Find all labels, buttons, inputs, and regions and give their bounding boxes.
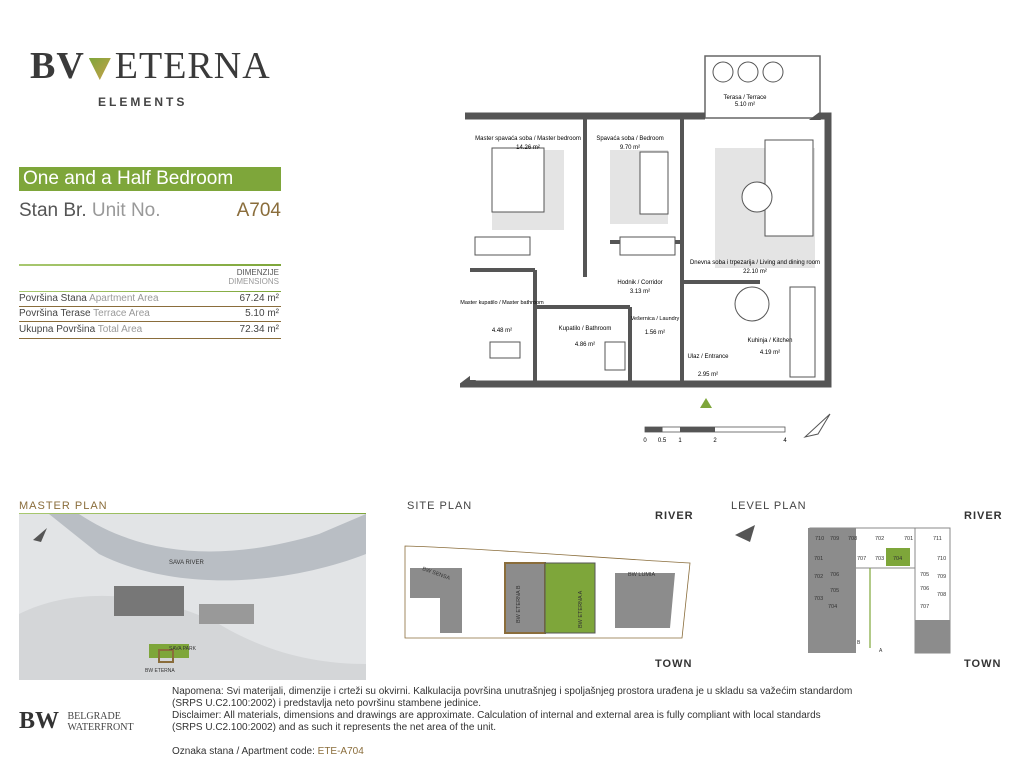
- scale-tick: 2: [713, 438, 717, 444]
- dimensions-header-en: DIMENSIONS: [228, 277, 279, 286]
- unit-number: 708: [848, 536, 858, 542]
- note-line: Disclaimer: All materials, dimensions and drawings are approximate. Calculation of internal and external area is fully compliant with local standards: [172, 710, 821, 721]
- row-value: 5.10 m²: [245, 308, 279, 319]
- row-rule: [19, 306, 281, 307]
- unit-number: 703: [875, 556, 885, 562]
- building-label: BW LUMIA: [628, 572, 656, 578]
- row-label-local: Ukupna Površina: [19, 324, 96, 335]
- room-label-kitchen: Kuhinja / Kitchen: [747, 338, 793, 344]
- room-area-master-bath: 4.48 m²: [491, 328, 513, 334]
- site-town-label: TOWN: [655, 658, 693, 670]
- unit-label-en: Unit No.: [91, 200, 161, 221]
- park-label: SAVA PARK: [169, 646, 196, 652]
- bed-icon: [640, 152, 668, 214]
- room-label-master-bath: Master kupatilo / Master bathroom: [460, 300, 544, 306]
- room-area-living: 22.10 m²: [743, 269, 767, 275]
- marker-b: B: [857, 640, 861, 646]
- building-block: [199, 604, 254, 624]
- master-plan-map: [19, 514, 366, 680]
- divider: [19, 291, 281, 292]
- leaf-icon: [89, 58, 111, 80]
- belgrade-waterfront-logo: [19, 708, 134, 735]
- unit-number: 707: [857, 556, 867, 562]
- kitchen-counter-icon: [790, 287, 815, 377]
- north-arrow-icon: [805, 414, 830, 437]
- unit-number: 709: [830, 536, 840, 542]
- row-value: 72.34 m²: [239, 324, 279, 335]
- unit-number: 706: [830, 572, 840, 578]
- unit-number: 701: [814, 556, 824, 562]
- row-value: 67.24 m²: [239, 293, 279, 304]
- room-label-bathroom: Kupatilo / Bathroom: [558, 326, 612, 332]
- unit-label-local: Stan Br.: [19, 200, 87, 221]
- master-bed-icon: [492, 148, 544, 212]
- row-rule: [19, 321, 281, 322]
- level-river-label: RIVER: [964, 510, 1003, 522]
- entrance-arrow-icon: [700, 398, 712, 408]
- level-plan-map: [730, 520, 1000, 655]
- room-area-bedroom: 9.70 m²: [619, 145, 641, 151]
- unit-number: 711: [933, 536, 942, 542]
- room-label-living: Dnevna soba i trpezarija / Living and dining room: [689, 260, 821, 266]
- level-plan-title: LEVEL PLAN: [731, 500, 807, 512]
- row-label-en: Terrace Area: [93, 308, 150, 319]
- dimensions-header-local: DIMENZIJE: [236, 268, 279, 277]
- site-river-label: RIVER: [655, 510, 694, 522]
- dining-table-icon: [735, 287, 769, 321]
- unit-number: 710: [937, 556, 947, 562]
- brand-line-2: WATERFRONT: [67, 721, 134, 733]
- master-plan-title: MASTER PLAN: [19, 500, 108, 512]
- dimension-row-terrace: [19, 308, 281, 319]
- room-area-kitchen: 4.19 m²: [759, 350, 781, 356]
- building-label: BW ETERNA B: [516, 585, 522, 623]
- note-line: Napomena: Svi materijali, dimenzije i crteži su okvirni. Kalkulacija površina unutrašnjeg i spoljašnjeg prostora urađena je u skladu sa važećim standardom: [172, 686, 853, 697]
- code-value: ETE-A704: [317, 746, 364, 757]
- row-label-en: Total Area: [97, 324, 143, 335]
- apartment-code: [172, 746, 364, 758]
- unit-number: 704: [893, 556, 903, 562]
- sofa-icon: [765, 140, 813, 236]
- unit-number: 702: [875, 536, 885, 542]
- scale-tick: 1: [678, 438, 682, 444]
- code-label: Oznaka stana / Apartment code:: [172, 746, 315, 757]
- unit-number-line: [19, 200, 281, 222]
- building-label: BW SENSA: [421, 566, 451, 582]
- brand-line-1: BELGRADE: [67, 710, 121, 722]
- room-label-bedroom: Spavaća soba / Bedroom: [596, 136, 664, 142]
- building-block: [114, 586, 184, 616]
- scale-tick: 4: [783, 438, 787, 444]
- room-label-corridor: Hodnik / Corridor: [617, 280, 663, 286]
- floor-plan: [460, 52, 840, 452]
- dimension-row-total: [19, 324, 281, 335]
- scale-tick: 0: [643, 438, 647, 444]
- building-bw-sensa: [410, 568, 462, 633]
- unit-number: 710: [815, 536, 825, 542]
- coffee-table-icon: [742, 182, 772, 212]
- unit-number: 706: [920, 586, 930, 592]
- room-area-entrance: 2.95 m²: [697, 372, 719, 378]
- row-label-en: Apartment Area: [89, 293, 159, 304]
- unit-number: 707: [920, 604, 930, 610]
- row-label-local: Površina Terase: [19, 308, 91, 319]
- building-eterna-a: [545, 563, 595, 633]
- wardrobe-icon: [620, 237, 675, 255]
- wardrobe-icon: [475, 237, 530, 255]
- unit-number: 709: [937, 574, 947, 580]
- building-label: BW ETERNA A: [578, 590, 584, 628]
- room-label-laundry: Vešernica / Laundry: [630, 316, 680, 322]
- dimension-row-apartment: [19, 293, 281, 304]
- row-label-local: Površina Stana: [19, 293, 87, 304]
- logo-subtitle: ELEMENTS: [98, 95, 188, 109]
- building-eterna-b: [505, 563, 545, 633]
- level-town-label: TOWN: [964, 658, 1002, 670]
- room-area-laundry: 1.56 m²: [644, 330, 666, 336]
- scale-bar: [643, 427, 787, 444]
- unit-number: 704: [828, 604, 838, 610]
- room-label-master-bedroom: Master spavaća soba / Master bedroom: [475, 136, 581, 142]
- eterna-label: BW ETERNA: [145, 668, 175, 674]
- bw-mark-icon: BW: [19, 708, 60, 734]
- unit-number: 705: [920, 572, 930, 578]
- eterna-logo: BV ETERNA: [30, 45, 271, 87]
- room-area-bathroom: 4.86 m²: [574, 342, 596, 348]
- bathtub-icon: [490, 342, 520, 358]
- level-slab-right-core: [915, 620, 950, 653]
- site-plan-map: [400, 528, 700, 648]
- room-area-master-bedroom: 14.26 m²: [516, 145, 540, 151]
- room-label-terrace: Terasa / Terrace: [723, 95, 767, 101]
- disclaimer: [172, 686, 1012, 734]
- room-label-entrance: Ulaz / Entrance: [687, 354, 729, 360]
- note-line: (SRPS U.C2.100:2002) i predstavlja neto površinu stambene jedinice.: [172, 698, 482, 709]
- scale-tick: 0.5: [657, 438, 667, 444]
- room-area-terrace: 5.10 m²: [734, 102, 756, 108]
- terrace-outline: [705, 56, 820, 118]
- unit-number: 703: [814, 596, 824, 602]
- river-label: SAVA RIVER: [169, 560, 204, 566]
- marker-a: A: [879, 648, 883, 654]
- unit-type-banner: One and a Half Bedroom: [19, 167, 281, 191]
- unit-number: A704: [236, 200, 281, 221]
- room-area-corridor: 3.13 m²: [629, 289, 651, 295]
- unit-number: 702: [814, 574, 824, 580]
- row-rule: [19, 338, 281, 339]
- site-plan-title: SITE PLAN: [407, 500, 473, 512]
- dimensions-header: [228, 268, 279, 286]
- unit-number: 708: [937, 592, 947, 598]
- north-arrow-icon: [735, 525, 755, 542]
- divider: [19, 264, 281, 266]
- unit-number: 705: [830, 588, 840, 594]
- unit-number: 701: [904, 536, 914, 542]
- note-line: (SRPS U.C2.100:2002) and as such it represents the net area of the unit.: [172, 722, 497, 733]
- shower-icon: [605, 342, 625, 370]
- building-bw-lumia: [615, 573, 675, 628]
